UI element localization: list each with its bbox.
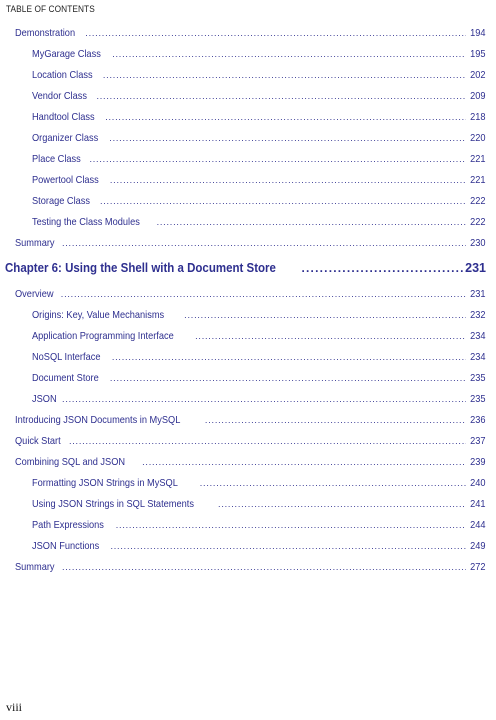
toc-entry-label: Application Programming Interface [32,329,174,342]
toc-entry[interactable] [32,89,486,103]
toc-entry-label: Quick Start [15,434,61,447]
toc-entry-label: Place Class [32,153,81,165]
toc-entry[interactable] [15,26,486,40]
running-header: TABLE OF CONTENTS [6,4,95,14]
dot-leader [200,478,467,488]
toc-entry-page: 221 [470,153,486,165]
toc-entry-page: 234 [470,350,486,363]
toc-entry-page: 220 [470,132,486,144]
toc-entry-label: Powertool Class [32,174,99,186]
toc-entry[interactable] [32,173,486,187]
dot-leader [142,457,466,467]
toc-entry[interactable] [32,392,486,406]
dot-leader [61,289,467,299]
toc-entry[interactable] [15,236,486,250]
toc-entry[interactable] [32,68,486,82]
toc-entry[interactable] [32,329,486,343]
toc-entry-label: Path Expressions [32,518,104,531]
dot-leader [301,263,463,273]
toc-entry-page: 221 [470,174,486,186]
dot-leader [62,562,467,572]
toc-entry[interactable] [32,152,486,166]
toc-entry[interactable] [32,476,486,490]
dot-leader [62,238,467,248]
toc-entry-label: Formatting JSON Strings in MySQL [32,476,178,489]
toc-entry-label: MyGarage Class [32,48,101,60]
toc-entry-label: Location Class [32,69,93,81]
dot-leader [109,133,466,143]
dot-leader [205,415,467,425]
toc-entry[interactable] [32,518,486,532]
dot-leader [89,154,466,164]
dot-leader [85,28,466,38]
toc-entry-page: 195 [470,48,486,60]
toc-entry-page: 202 [470,69,486,81]
toc-entry[interactable] [32,539,486,553]
dot-leader [116,520,467,530]
toc-entry-page: 234 [470,329,486,342]
toc-entry-page: 249 [470,539,486,552]
toc-entry-page: 239 [470,455,486,468]
dot-leader [62,394,466,404]
toc-entry-page: 235 [470,371,486,384]
toc-entry-page: 240 [470,476,486,489]
toc-entry[interactable] [15,287,486,301]
toc-entry-label: Document Store [32,371,99,384]
toc-entry-label: Chapter 6: Using the Shell with a Document Store [5,261,276,275]
toc-entry-label: NoSQL Interface [32,350,101,363]
toc-entry-page: 237 [470,434,486,447]
toc-entry-page: 231 [465,261,486,275]
dot-leader [195,331,466,341]
toc-entry-label: JSON [32,392,57,405]
toc-entry-label: Combining SQL and JSON [15,455,126,468]
dot-leader [110,541,466,551]
toc-entry-page: 236 [470,413,486,426]
dot-leader [110,175,467,185]
toc-entry-label: Handtool Class [32,111,95,123]
toc-entry-label: JSON Functions [32,539,100,552]
dot-leader [100,196,467,206]
toc-entry-label: Using JSON Strings in SQL Statements [32,497,194,510]
toc-entry-label: Organizer Class [32,132,99,144]
toc-entry-label: Introducing JSON Documents in MySQL [15,413,181,426]
toc-entry-page: 209 [470,90,486,102]
dot-leader [112,352,467,362]
toc-entry-label: Storage Class [32,195,91,207]
toc-entry-page: 244 [470,518,486,531]
toc-entry-page: 222 [470,216,486,228]
toc-entry-page: 194 [470,27,486,39]
toc-entry[interactable] [15,413,486,427]
toc-entry[interactable] [32,371,486,385]
toc-entry-page: 232 [470,308,486,321]
dot-leader [105,112,466,122]
toc-entry[interactable] [32,131,486,145]
dot-leader [69,436,467,446]
toc-chapter-entry[interactable] [5,261,486,275]
page-number: viii [6,700,23,714]
toc-entry[interactable] [32,110,486,124]
toc-entry-label: Demonstration [15,27,76,39]
toc-entry[interactable] [15,434,486,448]
toc-entry-page: 230 [470,237,486,249]
dot-leader [103,70,467,80]
toc-entry-label: Summary [15,560,55,573]
toc-entry-page: 231 [470,287,486,300]
toc-entry-label: Summary [15,237,55,249]
toc-entry[interactable] [15,560,486,574]
toc-entry-label: Testing the Class Modules [32,216,140,228]
dot-leader [184,310,466,320]
toc-entry-page: 272 [470,560,486,573]
toc-entry[interactable] [15,455,486,469]
toc-entry-page: 241 [470,497,486,510]
toc-entry[interactable] [32,194,486,208]
toc-entry-label: Origins: Key, Value Mechanisms [32,308,165,321]
dot-leader [157,217,467,227]
toc-entry[interactable] [32,47,486,61]
toc-entry-page: 218 [470,111,486,123]
toc-entry[interactable] [32,215,486,229]
toc-entry-label: Overview [15,287,54,300]
dot-leader [110,373,467,383]
dot-leader [112,49,466,59]
toc-entry[interactable] [32,308,486,322]
dot-leader [218,499,466,509]
dot-leader [96,91,466,101]
toc-entry-page: 222 [470,195,486,207]
toc-entry-label: Vendor Class [32,90,87,102]
toc-entry-page: 235 [470,392,486,405]
toc-entry[interactable] [32,350,486,364]
toc-entry[interactable] [32,497,486,511]
